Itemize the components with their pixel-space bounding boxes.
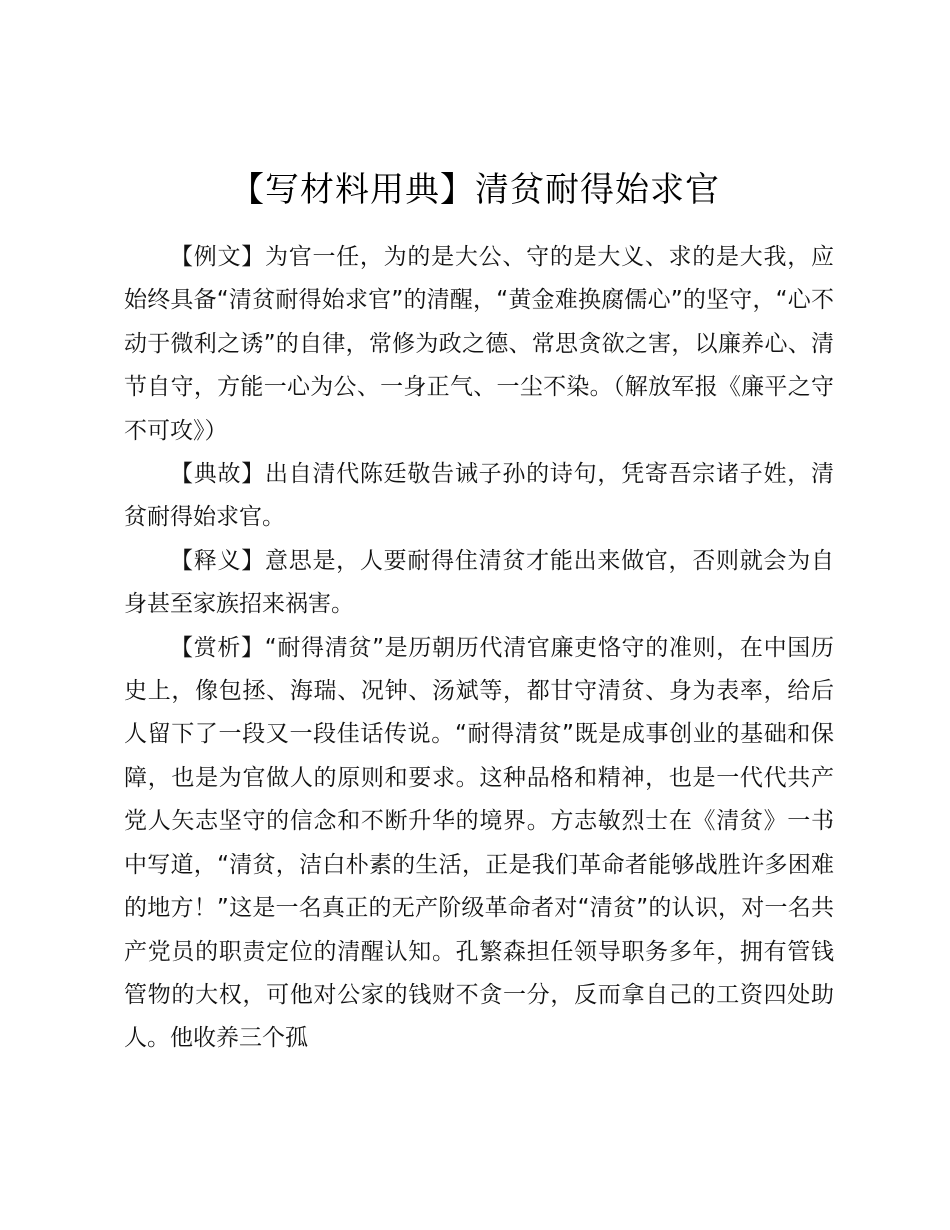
paragraph-example: 【例文】为官一任，为的是大公、守的是大义、求的是大我，应始终具备“清贫耐得始求官”的清醒，“黄金难换腐儒心”的坚守，“心不动于微利之诱”的自律，常修为政之德、常思贪欲之害，以廉养心、清节自守，方能一心为公、一身正气、一尘不染。（解放军报《廉平之守不可攻》） (124, 244, 834, 444)
document-title: 【写材料用典】清贫耐得始求官 (230, 170, 720, 210)
paragraph-appreciation: 【赏析】“耐得清贫”是历朝历代清官廉吏恪守的准则，在中国历史上，像包拯、海瑞、况钟、汤斌等，都甘守清贫、身为表率，给后人留下了一段又一段佳话传说。“耐得清贫”既是成事创业的基础和保障，也是为官做人的原则和要求。这种品格和精神，也是一代代共产党人矢志坚守的信念和不断升华的境界。方志敏烈士在《清贫》一书中写道，“清贫，洁白朴素的生活，正是我们革命者能够战胜许多困难的地方！”这是一名真正的无产阶级革命者对“清贫”的认识，对一名共产党员的职责定位的清醒认知。孔繁森担任领导职务多年，拥有管钱管物的大权，可他对公家的钱财不贪一分，反而拿自己的工资四处助人。他收养三个孤 (124, 634, 834, 1052)
paragraph-interpretation: 【释义】意思是，人要耐得住清贫才能出来做官，否则就会为自身甚至家族招来祸害。 (124, 547, 834, 618)
paragraph-allusion: 【典故】出自清代陈廷敬告诫子孙的诗句，凭寄吾宗诸子姓，清贫耐得始求官。 (124, 461, 834, 531)
document-body (124, 236, 834, 1061)
